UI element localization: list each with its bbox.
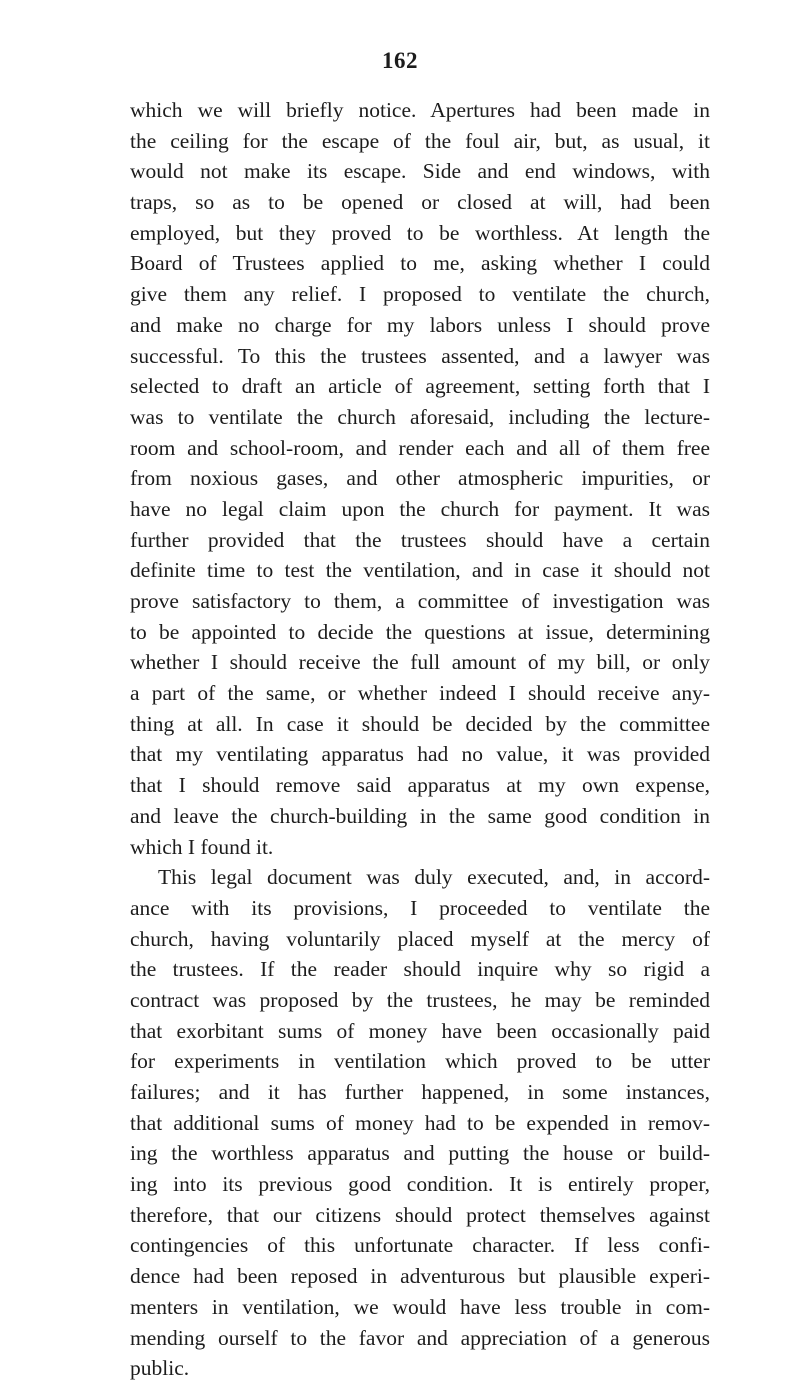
text-line: ing the worthless apparatus and putting the house or build- <box>130 1141 710 1166</box>
text-line: therefore, that our citizens should protect themselves against <box>130 1202 710 1227</box>
text-line: from noxious gases, and other atmospheric impurities, or <box>130 466 710 491</box>
text-line: and leave the church-building in the same good condition in <box>130 803 710 828</box>
text-line: was to ventilate the church aforesaid, including the lecture- <box>130 404 710 429</box>
text-line: mending ourself to the favor and appreciation of a generous <box>130 1325 710 1350</box>
text-line: ing into its previous good condition. It is entirely proper, <box>130 1172 710 1197</box>
text-line: menters in ventilation, we would have less trouble in com- <box>130 1294 710 1319</box>
body-text <box>130 95 710 1384</box>
text-line: a part of the same, or whether indeed I should receive any- <box>130 681 710 706</box>
text-line: the ceiling for the escape of the foul air, but, as usual, it <box>130 128 710 153</box>
text-line: dence had been reposed in adventurous but plausible experi- <box>130 1264 710 1289</box>
text-line: that I should remove said apparatus at my own expense, <box>130 773 710 798</box>
text-line: selected to draft an article of agreement, setting forth that I <box>130 374 710 399</box>
text-line: further provided that the trustees should have a certain <box>130 527 710 552</box>
paragraph-end-line: public. <box>130 1356 190 1381</box>
page-number: 162 <box>382 48 418 73</box>
text-line: ance with its provisions, I proceeded to ventilate the <box>130 895 710 920</box>
text-line: prove satisfactory to them, a committee of investigation was <box>130 589 710 613</box>
text-line: whether I should receive the full amount of my bill, or only <box>130 650 710 675</box>
text-line: successful. To this the trustees assented, and a lawyer was <box>130 343 710 368</box>
text-line: thing at all. In case it should be decided by the committee <box>130 711 710 736</box>
text-line: failures; and it has further happened, in some instances, <box>130 1080 710 1104</box>
paragraph-start-line: This legal document was duly executed, and, in accord- <box>158 865 710 890</box>
text-line: church, having voluntarily placed myself at the mercy of <box>130 926 710 951</box>
paragraph-end-line: which I found it. <box>130 834 274 859</box>
text-line: that additional sums of money had to be expended in remov- <box>130 1110 710 1135</box>
text-line: that exorbitant sums of money have been occasionally paid <box>130 1018 710 1043</box>
text-line: that my ventilating apparatus had no value, it was provided <box>130 742 710 767</box>
text-line: traps, so as to be opened or closed at will, had been <box>130 190 710 215</box>
text-line: Board of Trustees applied to me, asking whether I could <box>130 251 710 276</box>
text-line: room and school-room, and render each and all of them free <box>130 435 710 460</box>
text-line: and make no charge for my labors unless I should prove <box>130 312 710 337</box>
text-line: definite time to test the ventilation, and in case it should not <box>130 558 710 583</box>
text-line: give them any relief. I proposed to ventilate the church, <box>130 282 710 307</box>
text-line: have no legal claim upon the church for payment. It was <box>130 496 710 521</box>
text-line: contract was proposed by the trustees, he may be reminded <box>130 987 710 1012</box>
text-line: employed, but they proved to be worthless. At length the <box>130 220 710 245</box>
text-line: which we will briefly notice. Apertures had been made in <box>130 98 710 122</box>
text-line: would not make its escape. Side and end windows, with <box>130 159 710 184</box>
text-line: contingencies of this unfortunate character. If less confi- <box>130 1233 710 1258</box>
text-line: to be appointed to decide the questions at issue, determining <box>130 619 710 644</box>
text-line: the trustees. If the reader should inquire why so rigid a <box>130 957 710 982</box>
text-line: for experiments in ventilation which proved to be utter <box>130 1049 710 1074</box>
